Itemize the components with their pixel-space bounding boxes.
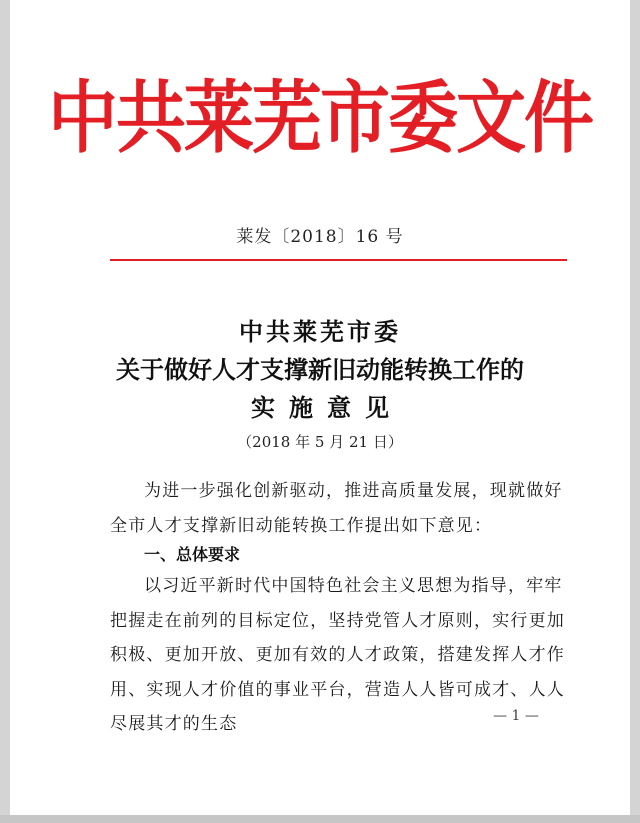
masthead-title: 中共莱芜市委文件 [48,72,592,165]
title-line-1: 中共莱芜市委 [239,317,401,346]
title-line-3: 实施意见 [251,393,403,422]
red-separator-line [110,259,567,261]
intro-paragraph: 为进一步强化创新驱动，推进高质量发展，现就做好全市人才支撑新旧动能转换工作提出如下意见： [110,481,563,536]
document-page [10,0,630,815]
section-heading: 一、总体要求 [144,545,241,564]
page-shadow [0,815,640,823]
title-line-2: 关于做好人才支撑新旧动能转换工作的 [116,355,524,384]
issue-date: （2018 年 5 月 21 日） [237,433,403,451]
page-number: — 1 — [493,708,539,724]
document-number: 莱发〔2018〕16 号 [236,227,404,247]
section-body-paragraph: 以习近平新时代中国特色社会主义思想为指导，牢牢把握走在前列的目标定位，坚持党管人才原则，实行更加积极、更加开放、更加有效的人才政策，搭建发挥人才作用、实现人才价值的事业平台，营造人人皆可成才、人人尽展其才的生态 [110,576,565,734]
